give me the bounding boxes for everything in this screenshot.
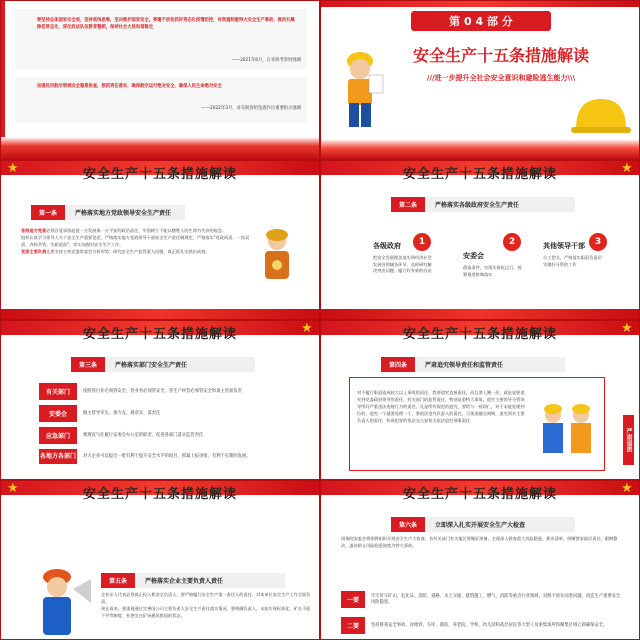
slide-title: 安全生产十五条措施解读: [402, 167, 557, 182]
item-tag: 应急部门: [39, 427, 77, 444]
bottom-red-strip: [1, 309, 319, 319]
article-label: 立即深入扎实开展安全生产大检查: [425, 517, 575, 532]
slide-title: 安全生产十五条措施解读: [82, 487, 237, 502]
workers-illustration-icon: [535, 399, 601, 459]
column-text: 把安全发展理念落实到经济社会发展各领域各环节，及时研究解决突出问题，履行好有效的办法: [373, 255, 432, 273]
paragraph-text: 要支持主持党委常委会分析形势，研究安全生产监管重大问题，真正抓扎实抓出成效。: [50, 249, 210, 254]
part-subtitle: ///进一步提升全社会安全意识和避险逃生能力\\\: [426, 74, 576, 82]
list-item: [39, 383, 242, 400]
paragraph-text: 企业法人代表必须真正投入抓安全负责人，要严格履行安全生产第一责任人的责任，对本单位安全生产工作全面负责。: [101, 592, 311, 604]
item-tag: 一要: [341, 591, 365, 608]
star-icon: ★: [7, 481, 19, 496]
article-header: [31, 205, 185, 220]
article-label: 严格落实企业主要负责人责任: [135, 573, 285, 588]
article-intro: 国务院安委会将即将组织开展安全生产大检查，各有关部门有关地区要做好准备，全面深入排查重大风险隐患，抓出清单，明晰要求最后责任，限期整改，逐决防止风险隐患演变为特大事故。: [341, 536, 618, 548]
article-tag: 第二条: [391, 197, 425, 212]
item-text: 坚持排查安全事故，对地铁、车库、联防、养老院、学校、幼儿园和高层居民等大型人员密集场所和聚集区域立即确保安全。: [371, 622, 608, 628]
column-text: 创造条件，实现实体化运行，统筹推进协调落实: [463, 265, 522, 277]
bottom-red-strip: [321, 309, 639, 319]
column-heading: 各级政府: [373, 242, 401, 250]
column-heading: 安委会: [463, 252, 484, 260]
article-body: [101, 591, 311, 619]
star-icon: ★: [621, 161, 633, 176]
item-text: 按照管行业必须管安全、管业务必须管安全、管生产经营必须管安全和谁主管谁负责: [83, 388, 242, 394]
column-heading: 其他领导干部: [543, 242, 585, 250]
side-label: 严肃追责: [623, 415, 634, 465]
number-circle: 1: [413, 233, 431, 251]
slide-title: 安全生产十五条措施解读: [402, 487, 557, 502]
top-red-strip: [321, 1, 639, 7]
list-item: [39, 449, 251, 464]
paragraph-text: 组织认真学习领导人关于安全生产重要论述，严格落实地方党政领导干部安全生产责任制规定，严格落实"党政同责、一岗双责、齐抓共管、失职追责"，切实加强对安全生产工作。: [21, 235, 250, 247]
firefighter-icon: [257, 229, 297, 283]
list-item: [341, 617, 607, 634]
quote-1-source: ——2021年6月，在青海考察时强调: [231, 58, 301, 63]
article-label: 严格落实各级政府安全生产责任: [425, 197, 575, 212]
slide-6[interactable]: [320, 320, 640, 480]
slide-4[interactable]: [320, 160, 640, 320]
article-body: [21, 227, 251, 255]
item-text: 对大企业可以提出一批有利于提升安全水平的项目，抓紧上报审批，有利于长期的发展。: [83, 453, 251, 459]
article-tag: 第三条: [71, 357, 105, 372]
star-icon: ★: [301, 321, 313, 336]
slide-8[interactable]: [320, 480, 640, 640]
part-badge: 第 0 4 部 分: [411, 11, 551, 31]
highlight-text: 党委主要负责人: [21, 249, 51, 254]
item-text: 做主督导牵头、推力充、规章实、落责任: [83, 410, 161, 416]
article-tag: 第五条: [101, 573, 135, 588]
number-circle: 2: [503, 233, 521, 251]
item-tag: 有关部门: [39, 383, 77, 400]
item-text: 要理直气壮履行安委会办公室的职责，促进各部门落实监管责任: [83, 432, 204, 438]
quote-2: 加强民用航空领域安全隐患排查，狠抓责任落实，确保航空运行绝对安全，确保人民生命绝对安全: [37, 84, 222, 89]
slide-title: 安全生产十五条措施解读: [82, 167, 237, 182]
article-label: 严格落实部门安全生产责任: [105, 357, 255, 372]
column-text: 分工把关，严格落实职责负责切实做好分管的工作: [543, 255, 602, 267]
paragraph-text: 必须自觉承担起促一方发展保一方平安的政治责任，牢固树立不能以牺牲人的生命为代价的观念。: [46, 228, 227, 233]
star-icon: ★: [621, 321, 633, 336]
article-body: 对不履行职责造成较大以上事故的责任，我要追究直接责任，而且要上溯一层，就是说要追究到党委政府领导的责任，有关部门的监管责任，特别是重特大事故，追究主要领导分管领导所问严重违法违规行为的责任，凡是所有规范的追究，要给与一视同仁，对于未能处理到位的，追究一个就要处理一个，要依法追究负责人的责任，可视金融交到期，追究到乡主要负责人的责任，构成犯罪的依法交公安机关依法追究刑事责任: [357, 390, 525, 423]
slide-3[interactable]: [0, 160, 320, 320]
highlight-text: 各级地方党委: [21, 228, 47, 233]
list-item: [39, 405, 160, 422]
slide-5[interactable]: [0, 320, 320, 480]
quote-2-source: ——2022年3月，对东航客机坠毁作出重要指示强调: [201, 106, 301, 111]
item-tag: 二要: [341, 617, 365, 634]
slide-7[interactable]: [0, 480, 320, 640]
article-tag: 第六条: [391, 517, 425, 532]
article-header: [381, 357, 565, 372]
quote-1: 要坚持总体国家安全观，坚持底线思维，坚决维护国家安全。要毫不放松抓好常态化疫情防控，有效遏制重特大安全生产事故，推动扫黑除恶常态化，深化政法队伍教育整顿，保持社会大局和谐稳定: [37, 18, 295, 30]
worker-illustration-icon: [335, 45, 385, 135]
slide-1[interactable]: [0, 0, 320, 160]
star-icon: ★: [7, 161, 19, 176]
article-tag: 第四条: [381, 357, 415, 372]
helmet-icon: [571, 93, 631, 138]
part-title: 安全生产十五条措施解读: [412, 46, 589, 65]
article-header: [101, 573, 285, 588]
slide-2[interactable]: [320, 0, 640, 160]
worker-megaphone-icon: [37, 567, 93, 639]
item-tag: 各地方各部门: [39, 449, 77, 464]
star-icon: ★: [621, 481, 633, 496]
paragraph-text: 现在看来，要重视通过完善国公司主要负责人安全生产责任落实情况，要明确负责人，未能实现标准化，矿长不能下井等制度，杜绝坐在矿场通讯错误的状态。: [101, 606, 311, 618]
item-text: 牢牢盯守矿山、危化品、消防、道路、水上交通、建筑施工、燃气、消防等重点行业领域，对照不放在同类问题，改造生产重要安全风险隐患。: [371, 593, 621, 605]
article-header: [391, 197, 575, 212]
article-header: [391, 517, 575, 532]
bottom-wave: [321, 139, 639, 159]
article-label: 严肃追究领导责任和监管责任: [415, 357, 565, 372]
list-item: [341, 591, 621, 608]
slide-title: 安全生产十五条措施解读: [82, 327, 237, 342]
article-tag: 第一条: [31, 205, 65, 220]
article-header: [71, 357, 255, 372]
bottom-wave: [1, 137, 319, 159]
slide-title: 安全生产十五条措施解读: [402, 327, 557, 342]
number-circle: 3: [589, 233, 607, 251]
list-item: [39, 427, 203, 444]
article-label: 严格落实地方党政领导安全生产责任: [65, 205, 185, 220]
item-tag: 安委会: [39, 405, 77, 422]
